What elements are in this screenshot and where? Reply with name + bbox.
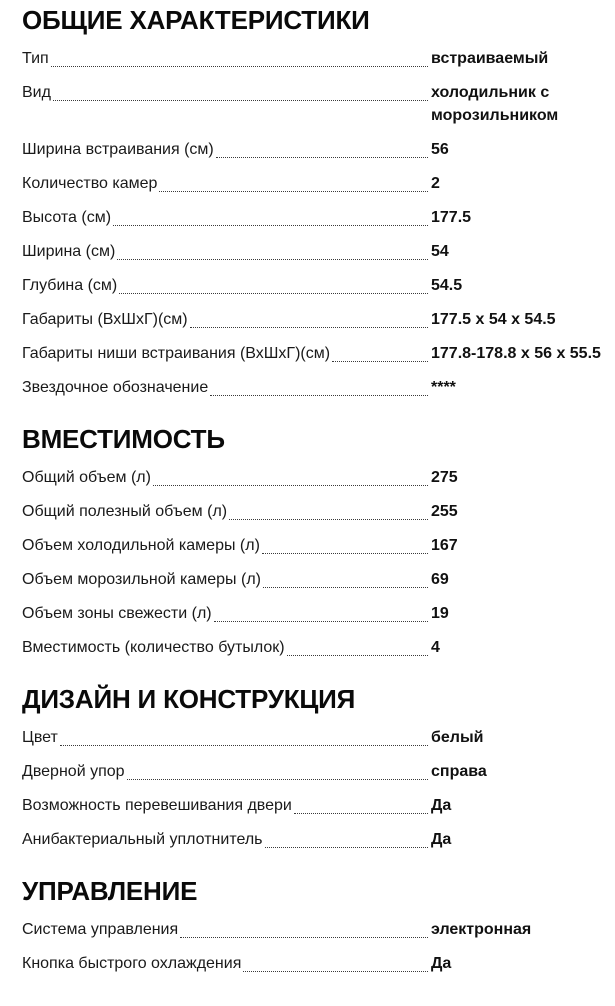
spec-label: Вместимость (количество бутылок): [22, 639, 285, 656]
spec-row: [22, 952, 615, 975]
dotted-leader: [294, 794, 428, 814]
spec-value: 275: [431, 469, 458, 486]
section-title: УПРАВЛЕНИЕ: [22, 876, 198, 906]
dotted-leader: [190, 308, 428, 328]
section-title: ДИЗАЙН И КОНСТРУКЦИЯ: [22, 684, 356, 714]
spec-label: Общий объем (л): [22, 469, 151, 486]
dotted-leader: [265, 828, 428, 848]
spec-section: [22, 4, 615, 399]
spec-value: Да: [431, 797, 452, 814]
spec-row: [22, 726, 615, 749]
spec-label: Анибактериальный уплотнитель: [22, 831, 263, 848]
spec-section: [22, 423, 615, 659]
dotted-leader: [243, 952, 428, 972]
spec-label: Объем зоны свежести (л): [22, 605, 212, 622]
dotted-leader: [113, 206, 428, 226]
section-title: ОБЩИЕ ХАРАКТЕРИСТИКИ: [22, 5, 370, 35]
spec-value: 177.5 x 54 x 54.5: [431, 311, 556, 328]
spec-row: [22, 760, 615, 783]
spec-section: [22, 875, 615, 975]
spec-label: Высота (см): [22, 209, 112, 226]
spec-value: Да: [431, 955, 452, 972]
section-rows: [22, 466, 615, 659]
spec-value: 69: [431, 571, 449, 588]
dotted-leader: [210, 376, 428, 396]
dotted-leader: [262, 534, 428, 554]
section-rows: [22, 47, 615, 399]
dotted-leader: [119, 274, 428, 294]
spec-row: [22, 828, 615, 851]
spec-label: Тип: [22, 50, 49, 67]
spec-row: [22, 274, 615, 297]
spec-row: [22, 342, 615, 365]
spec-row: [22, 794, 615, 817]
spec-label: Дверной упор: [22, 763, 125, 780]
spec-label: Глубина (см): [22, 277, 118, 294]
spec-value: 54.5: [431, 277, 463, 294]
spec-label: Количество камер: [22, 175, 158, 192]
section-title: ВМЕСТИМОСТЬ: [22, 424, 225, 454]
spec-value: 177.5: [431, 209, 472, 226]
spec-value: встраиваемый: [431, 50, 549, 67]
spec-value: 19: [431, 605, 449, 622]
spec-row: [22, 466, 615, 489]
dotted-leader: [287, 636, 428, 656]
spec-label: Цвет: [22, 729, 58, 746]
section-rows: [22, 918, 615, 975]
spec-row: [22, 534, 615, 557]
spec-value: Да: [431, 831, 452, 848]
spec-row: [22, 206, 615, 229]
spec-value: 4: [431, 639, 440, 656]
dotted-leader: [229, 500, 428, 520]
spec-value: 177.8-178.8 x 56 x 55.5: [431, 345, 601, 362]
spec-row: [22, 138, 615, 161]
spec-row: [22, 81, 615, 127]
spec-label: Габариты (ВхШхГ)(см): [22, 311, 188, 328]
spec-value: справа: [431, 763, 487, 780]
spec-value: 56: [431, 141, 449, 158]
spec-row: [22, 636, 615, 659]
spec-label: Кнопка быстрого охлаждения: [22, 955, 242, 972]
section-rows: [22, 726, 615, 851]
dotted-leader: [214, 602, 428, 622]
spec-row: [22, 308, 615, 331]
spec-row: [22, 172, 615, 195]
dotted-leader: [117, 240, 428, 260]
spec-row: [22, 500, 615, 523]
spec-label: Общий полезный объем (л): [22, 503, 228, 520]
dotted-leader: [51, 47, 428, 67]
dotted-leader: [216, 138, 428, 158]
spec-label: Вид: [22, 84, 51, 101]
spec-row: [22, 47, 615, 70]
spec-label: Объем холодильной камеры (л): [22, 537, 260, 554]
spec-value: холодильник с морозильником: [431, 84, 559, 124]
spec-label: Система управления: [22, 921, 179, 938]
spec-value: 167: [431, 537, 458, 554]
spec-section: [22, 683, 615, 851]
spec-row: [22, 602, 615, 625]
spec-value: 54: [431, 243, 449, 260]
spec-label: Возможность перевешивания двери: [22, 797, 292, 814]
spec-value: 255: [431, 503, 458, 520]
dotted-leader: [53, 81, 428, 101]
spec-label: Габариты ниши встраивания (ВхШхГ)(см): [22, 345, 331, 362]
spec-value: электронная: [431, 921, 532, 938]
dotted-leader: [332, 342, 428, 362]
dotted-leader: [127, 760, 428, 780]
spec-value: 2: [431, 175, 440, 192]
spec-row: [22, 376, 615, 399]
spec-value: ****: [431, 379, 456, 396]
spec-label: Звездочное обозначение: [22, 379, 209, 396]
dotted-leader: [60, 726, 428, 746]
dotted-leader: [180, 918, 428, 938]
dotted-leader: [159, 172, 428, 192]
spec-row: [22, 240, 615, 263]
spec-value: белый: [431, 729, 484, 746]
spec-row: [22, 568, 615, 591]
dotted-leader: [153, 466, 428, 486]
spec-label: Ширина (см): [22, 243, 116, 260]
dotted-leader: [263, 568, 428, 588]
spec-label: Объем морозильной камеры (л): [22, 571, 261, 588]
spec-row: [22, 918, 615, 941]
spec-label: Ширина встраивания (см): [22, 141, 214, 158]
